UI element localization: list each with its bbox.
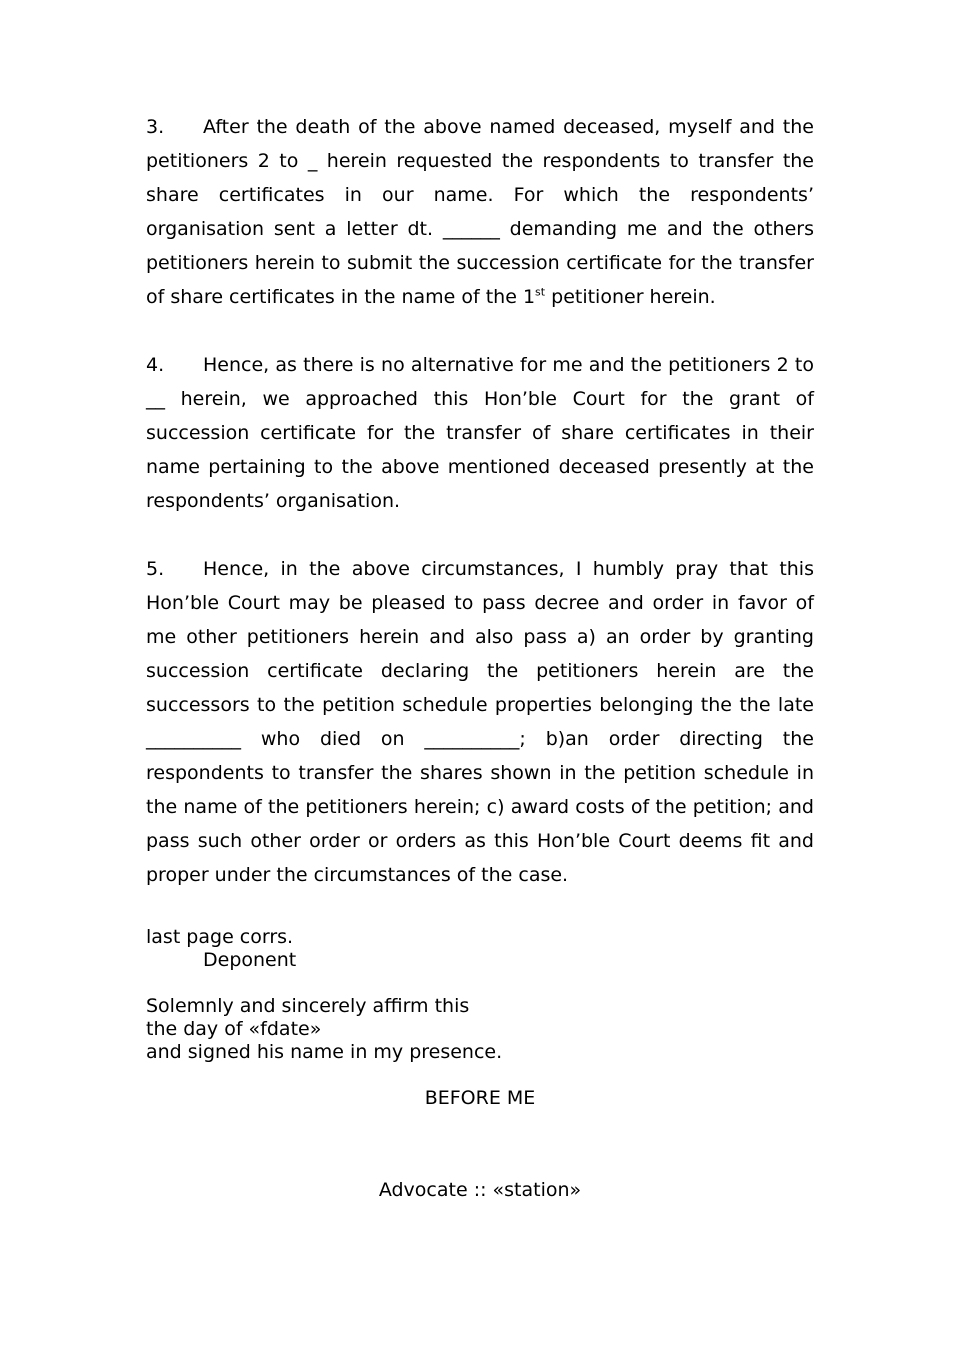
paragraph-text: Hence, in the above circumstances, I humbly pray that this Hon’ble Court may be pleased to pass decree and order in favor of me other petitioners herein and also pass a) an order by granting succession certificate declaring the petitioners herein are the successors to the petition schedule properties belonging the the late __________ who died on __________; b)an order directing the respondents to transfer the shares shown in the petition schedule in the name of the petitioners herein; c) award costs of the petition; and pass such other order or orders as this Hon’ble Court deems fit and proper under the circumstances of the case. bbox=[146, 558, 814, 886]
paragraph-3 bbox=[146, 110, 814, 314]
ordinal-suffix: st bbox=[535, 285, 546, 299]
deponent-label: Deponent bbox=[203, 949, 297, 971]
affirmation-line-3: and signed his name in my presence. bbox=[146, 1041, 503, 1063]
last-page-note: last page corrs. bbox=[146, 926, 294, 948]
paragraph-number: 5. bbox=[146, 558, 165, 580]
paragraph-4 bbox=[146, 348, 814, 518]
document-page bbox=[146, 110, 814, 1202]
before-me-label: BEFORE ME bbox=[424, 1087, 536, 1109]
paragraph-number: 3. bbox=[146, 116, 165, 138]
deponent-block bbox=[146, 926, 814, 1202]
affirmation-line-1: Solemnly and sincerely affirm this bbox=[146, 995, 470, 1017]
paragraph-text: After the death of the above named deceased, myself and the petitioners 2 to _ herein requested the respondents to transfer the share certificates in our name. For which the respondents’ organisation sent a letter dt. ______ demanding me and the others petitioners herein to submit the succession certificate for the transfer of share certificates in the name of the 1 bbox=[146, 116, 814, 308]
affirmation-line-2: the day of «fdate» bbox=[146, 1018, 322, 1040]
paragraph-5 bbox=[146, 552, 814, 892]
paragraph-text: Hence, as there is no alternative for me and the petitioners 2 to __ herein, we approached this Hon’ble Court for the grant of succession certificate for the transfer of share certificates in their name pertaining to the above mentioned deceased presently at the respondents’ organisation. bbox=[146, 354, 814, 512]
advocate-station: Advocate :: «station» bbox=[378, 1179, 582, 1201]
paragraph-text-end: petitioner herein. bbox=[545, 286, 716, 308]
paragraph-number: 4. bbox=[146, 354, 165, 376]
